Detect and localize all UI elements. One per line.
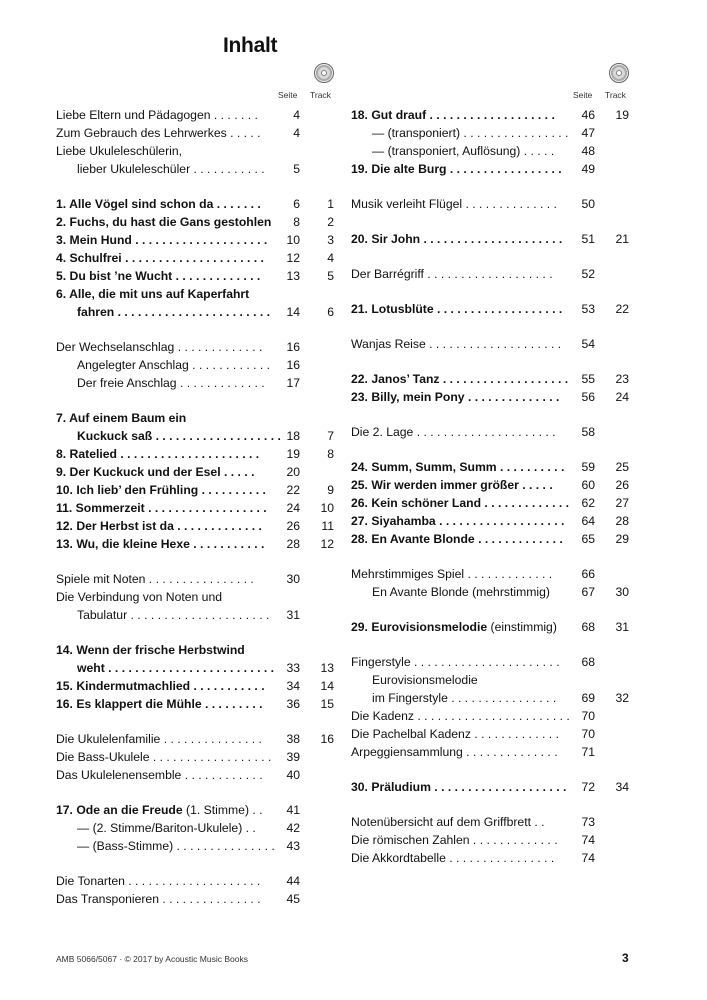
- toc-entry: [56, 801, 346, 819]
- entry-title: Notenübersicht auf dem Griffbrett . .: [351, 815, 545, 829]
- entry-title: 14. Wenn der frische Herbstwind: [56, 643, 245, 657]
- entry-page: 56: [581, 390, 595, 404]
- cd-icon: [314, 63, 334, 83]
- entry-page: 19: [286, 447, 300, 461]
- header-seite: Seite: [573, 90, 593, 100]
- toc-entry: [56, 267, 346, 285]
- entry-track: 19: [615, 108, 629, 122]
- entry-title: Arpeggiensammlung . . . . . . . . . . . . . .: [351, 745, 558, 759]
- spacer: [351, 353, 641, 370]
- entry-title: Die Kadenz . . . . . . . . . . . . . . . . . . . . . . .: [351, 709, 570, 723]
- entry-title: Die Pachelbal Kadenz . . . . . . . . . . . . .: [351, 727, 559, 741]
- entry-title: 16. Es klappert die Mühle . . . . . . . . .: [56, 697, 263, 711]
- toc-entry: [56, 445, 346, 463]
- spacer: [351, 601, 641, 618]
- entry-page: 40: [286, 768, 300, 782]
- toc-entry: [351, 743, 641, 761]
- entry-title: Das Ukulelenensemble . . . . . . . . . . . .: [56, 768, 263, 782]
- spacer: [351, 636, 641, 653]
- spacer: [56, 178, 346, 195]
- entry-title: 11. Sommerzeit . . . . . . . . . . . . . . . . . .: [56, 501, 267, 515]
- entry-track: 25: [615, 460, 629, 474]
- entry-page: 70: [581, 727, 595, 741]
- entry-track: 3: [327, 233, 334, 247]
- entry-title: Das Transponieren . . . . . . . . . . . . . . .: [56, 892, 261, 906]
- entry-track: 15: [320, 697, 334, 711]
- entry-page: 42: [286, 821, 300, 835]
- entry-track: 1: [327, 197, 334, 211]
- entry-page: 67: [581, 585, 595, 599]
- entry-page: 45: [286, 892, 300, 906]
- toc-entry: [351, 565, 641, 583]
- entry-title: 12. Der Herbst ist da . . . . . . . . . . . . .: [56, 519, 262, 533]
- entry-title: 21. Lotusblüte . . . . . . . . . . . . . . . . . . .: [351, 302, 563, 316]
- toc-entry: [56, 872, 346, 890]
- entry-page: 52: [581, 267, 595, 281]
- entry-title: 25. Wir werden immer größer . . . . .: [351, 478, 553, 492]
- toc-entry: [56, 695, 346, 713]
- toc-column-right: [351, 90, 641, 867]
- toc-entry: [56, 427, 346, 445]
- entry-title: 28. En Avante Blonde . . . . . . . . . . . . .: [351, 532, 563, 546]
- toc-entry: [351, 300, 641, 318]
- entry-page: 18: [286, 429, 300, 443]
- entry-title: Die Tonarten . . . . . . . . . . . . . . . . . . . .: [56, 874, 261, 888]
- entry-track: 11: [321, 519, 334, 533]
- toc-entry: [56, 285, 346, 303]
- entry-page: 60: [581, 478, 595, 492]
- entry-track: 27: [615, 496, 629, 510]
- entry-track: 12: [320, 537, 334, 551]
- entry-title: Die römischen Zahlen . . . . . . . . . . . . .: [351, 833, 558, 847]
- toc-entry: [56, 213, 346, 231]
- spacer: [56, 321, 346, 338]
- entry-title: fahren . . . . . . . . . . . . . . . . . . . . . . .: [77, 305, 271, 319]
- entry-track: 26: [615, 478, 629, 492]
- entry-page: 65: [581, 532, 595, 546]
- entry-page: 66: [581, 567, 595, 581]
- entry-track: 28: [615, 514, 629, 528]
- entry-title: 23. Billy, mein Pony . . . . . . . . . . . . . .: [351, 390, 560, 404]
- entry-track: 34: [615, 780, 629, 794]
- entry-title: Die Bass-Ukulele . . . . . . . . . . . . . . . . . .: [56, 750, 272, 764]
- entry-title: Wanjas Reise . . . . . . . . . . . . . . . . . . . .: [351, 337, 562, 351]
- spacer: [351, 213, 641, 230]
- toc-entry: [351, 476, 641, 494]
- toc-entry: [351, 725, 641, 743]
- entry-title: Musik verleiht Flügel . . . . . . . . . . . . . .: [351, 197, 557, 211]
- toc-entry: [56, 819, 346, 837]
- toc-entry: [56, 106, 346, 124]
- toc-entry: [351, 265, 641, 283]
- toc-entry: [351, 458, 641, 476]
- toc-entry: [56, 409, 346, 427]
- toc-entry: [56, 142, 346, 160]
- toc-entry: [351, 370, 641, 388]
- toc-entry: [56, 463, 346, 481]
- toc-entry: [351, 512, 641, 530]
- entry-page: 36: [286, 697, 300, 711]
- entry-page: 16: [286, 340, 300, 354]
- toc-entry: [351, 335, 641, 353]
- toc-entry: [351, 494, 641, 512]
- entry-title: Liebe Eltern und Pädagogen . . . . . . .: [56, 108, 258, 122]
- entry-title: Die Akkordtabelle . . . . . . . . . . . . . . . .: [351, 851, 555, 865]
- entry-title: 27. Siyahamba . . . . . . . . . . . . . . . . . . .: [351, 514, 565, 528]
- toc-entry: [351, 142, 641, 160]
- toc-entry: [351, 195, 641, 213]
- entry-title: Die 2. Lage . . . . . . . . . . . . . . . . . . . . .: [351, 425, 556, 439]
- entry-page: 64: [581, 514, 595, 528]
- entry-page: 74: [581, 851, 595, 865]
- page-number: 3: [622, 951, 629, 965]
- spacer: [56, 784, 346, 801]
- entry-page: 20: [286, 465, 300, 479]
- entry-track: 30: [615, 585, 629, 599]
- entry-title: Zum Gebrauch des Lehrwerkes . . . . .: [56, 126, 261, 140]
- entry-title: Der freie Anschlag . . . . . . . . . . . . .: [77, 376, 265, 390]
- entry-page: 73: [581, 815, 595, 829]
- entry-page: 55: [581, 372, 595, 386]
- entry-title: 8. Ratelied . . . . . . . . . . . . . . . . . . . . .: [56, 447, 260, 461]
- toc-entry: [56, 249, 346, 267]
- entry-page: 54: [581, 337, 595, 351]
- entry-title: 29. Eurovisionsmelodie (einstimmig): [351, 620, 557, 634]
- entry-track: 21: [615, 232, 629, 246]
- entry-title: Der Wechselanschlag . . . . . . . . . . . . .: [56, 340, 263, 354]
- header-track: Track: [310, 90, 331, 100]
- entry-page: 58: [581, 425, 595, 439]
- entry-title: 19. Die alte Burg . . . . . . . . . . . . . . . . .: [351, 162, 562, 176]
- toc-entry: [56, 356, 346, 374]
- entry-title: 4. Schulfrei . . . . . . . . . . . . . . . . . . . . .: [56, 251, 264, 265]
- entry-page: 12: [286, 251, 300, 265]
- entry-page: 24: [286, 501, 300, 515]
- entry-title: Kuckuck saß . . . . . . . . . . . . . . . . . . .: [77, 429, 281, 443]
- entry-page: 68: [581, 620, 595, 634]
- entry-track: 23: [615, 372, 629, 386]
- entry-title: Fingerstyle . . . . . . . . . . . . . . . . . . . . . .: [351, 655, 560, 669]
- entry-title: 15. Kindermutmachlied . . . . . . . . . . .: [56, 679, 265, 693]
- toc-entry: [351, 689, 641, 707]
- toc-entry: [56, 535, 346, 553]
- entry-page: 28: [286, 537, 300, 551]
- toc-entry: [351, 230, 641, 248]
- toc-entry: [56, 160, 346, 178]
- toc-entry: [351, 388, 641, 406]
- toc-entry: [56, 195, 346, 213]
- entry-page: 62: [581, 496, 595, 510]
- entry-title: 18. Gut drauf . . . . . . . . . . . . . . . . . . .: [351, 108, 555, 122]
- spacer: [56, 392, 346, 409]
- spacer: [56, 553, 346, 570]
- toc-entry: [56, 748, 346, 766]
- toc-entry: [351, 106, 641, 124]
- spacer: [56, 624, 346, 641]
- entry-page: 6: [293, 197, 300, 211]
- toc-entry: [56, 303, 346, 321]
- entry-page: 48: [581, 144, 595, 158]
- toc-entry: [56, 374, 346, 392]
- toc-entry: [56, 677, 346, 695]
- toc-entry: [56, 231, 346, 249]
- toc-entry: [351, 778, 641, 796]
- toc-entry: [56, 890, 346, 908]
- toc-entry: [351, 583, 641, 601]
- entry-track: 9: [327, 483, 334, 497]
- entry-page: 49: [581, 162, 595, 176]
- entry-page: 50: [581, 197, 595, 211]
- toc-entry: [56, 730, 346, 748]
- header-track: Track: [605, 90, 626, 100]
- toc-entry: [351, 653, 641, 671]
- entry-page: 70: [581, 709, 595, 723]
- cd-icon: [609, 63, 629, 83]
- column-header: [351, 90, 641, 106]
- toc-entry: [56, 570, 346, 588]
- spacer: [351, 441, 641, 458]
- toc-entry: [56, 641, 346, 659]
- entry-page: 44: [286, 874, 300, 888]
- entry-page: 51: [581, 232, 595, 246]
- toc-entry: [56, 659, 346, 677]
- entry-page: 31: [286, 608, 300, 622]
- entry-track: 32: [615, 691, 629, 705]
- entry-title: — (transponiert, Auflösung) . . . . .: [372, 144, 555, 158]
- column-header: [56, 90, 346, 106]
- toc-entry: [351, 849, 641, 867]
- entry-track: 13: [320, 661, 334, 675]
- toc-entry: [56, 837, 346, 855]
- toc-entry: [56, 481, 346, 499]
- entry-title: Liebe Ukuleleschülerin,: [56, 144, 183, 158]
- entry-track: 6: [327, 305, 334, 319]
- spacer: [351, 406, 641, 423]
- spacer: [351, 796, 641, 813]
- entry-title: — (Bass-Stimme) . . . . . . . . . . . . . . .: [77, 839, 275, 853]
- entry-page: 16: [286, 358, 300, 372]
- toc-entry: [56, 338, 346, 356]
- entry-title: 5. Du bist ’ne Wucht . . . . . . . . . . . . .: [56, 269, 261, 283]
- entry-title: Der Barrégriff . . . . . . . . . . . . . . . . . . .: [351, 267, 553, 281]
- entry-page: 72: [581, 780, 595, 794]
- entry-title: 26. Kein schöner Land . . . . . . . . . . . . .: [351, 496, 570, 510]
- entry-page: 47: [581, 126, 595, 140]
- entry-track: 16: [320, 732, 334, 746]
- toc-entry: [351, 707, 641, 725]
- toc-entry: [351, 671, 641, 689]
- spacer: [56, 713, 346, 730]
- spacer: [351, 548, 641, 565]
- entry-page: 39: [286, 750, 300, 764]
- entry-page: 8: [293, 215, 300, 229]
- entry-title: 17. Ode an die Freude (1. Stimme) . .: [56, 803, 263, 817]
- toc-entry: [351, 423, 641, 441]
- entry-track: 8: [327, 447, 334, 461]
- toc-entry: [56, 517, 346, 535]
- toc-entry: [351, 530, 641, 548]
- entry-page: 33: [286, 661, 300, 675]
- entry-title: Die Verbindung von Noten und: [56, 590, 223, 604]
- page-title: Inhalt: [223, 34, 278, 57]
- toc-entry: [351, 813, 641, 831]
- entry-page: 59: [581, 460, 595, 474]
- entry-title: 30. Präludium . . . . . . . . . . . . . . . . . . . .: [351, 780, 567, 794]
- toc-entry: [56, 588, 346, 606]
- entry-track: 10: [320, 501, 334, 515]
- entry-title: lieber Ukuleleschüler . . . . . . . . . . .: [77, 162, 265, 176]
- entry-page: 38: [286, 732, 300, 746]
- entry-page: 46: [581, 108, 595, 122]
- spacer: [351, 318, 641, 335]
- spacer: [351, 283, 641, 300]
- entry-page: 4: [293, 108, 300, 122]
- entry-title: Mehrstimmiges Spiel . . . . . . . . . . . . .: [351, 567, 553, 581]
- entry-title: — (transponiert) . . . . . . . . . . . . . . . .: [372, 126, 569, 140]
- entry-track: 5: [327, 269, 334, 283]
- entry-title: 13. Wu, die kleine Hexe . . . . . . . . . . .: [56, 537, 265, 551]
- entry-page: 68: [581, 655, 595, 669]
- footer-copyright: AMB 5066/5067 · © 2017 by Acoustic Music Books: [56, 954, 248, 964]
- spacer: [351, 178, 641, 195]
- toc-entry: [56, 124, 346, 142]
- entry-title: 3. Mein Hund . . . . . . . . . . . . . . . . . . . .: [56, 233, 268, 247]
- toc-entry: [351, 160, 641, 178]
- spacer: [351, 761, 641, 778]
- entry-title: im Fingerstyle . . . . . . . . . . . . . . . .: [372, 691, 557, 705]
- entry-page: 53: [581, 302, 595, 316]
- spacer: [56, 855, 346, 872]
- entry-title: 1. Alle Vögel sind schon da . . . . . . .: [56, 197, 261, 211]
- entry-track: 22: [615, 302, 629, 316]
- entry-track: 4: [327, 251, 334, 265]
- entry-page: 41: [286, 803, 300, 817]
- entry-title: 10. Ich lieb’ den Frühling . . . . . . . . . .: [56, 483, 266, 497]
- entry-track: 29: [615, 532, 629, 546]
- entry-page: 26: [286, 519, 300, 533]
- entry-title: Spiele mit Noten . . . . . . . . . . . . . . . .: [56, 572, 254, 586]
- entry-page: 14: [286, 305, 300, 319]
- entry-title: — (2. Stimme/Bariton-Ukulele) . .: [77, 821, 256, 835]
- entry-title: Die Ukulelenfamilie . . . . . . . . . . . . . . .: [56, 732, 262, 746]
- entry-track: 2: [327, 215, 334, 229]
- spacer: [351, 248, 641, 265]
- entry-title: 6. Alle, die mit uns auf Kaperfahrt: [56, 287, 250, 301]
- entry-page: 17: [286, 376, 300, 390]
- toc-entry: [56, 766, 346, 784]
- entry-page: 10: [286, 233, 300, 247]
- header-seite: Seite: [278, 90, 298, 100]
- entry-page: 22: [286, 483, 300, 497]
- entry-title: 9. Der Kuckuck und der Esel . . . . .: [56, 465, 255, 479]
- entry-track: 31: [615, 620, 629, 634]
- toc-entry: [351, 831, 641, 849]
- entry-page: 43: [286, 839, 300, 853]
- entry-title: 24. Summ, Summ, Summ . . . . . . . . . .: [351, 460, 565, 474]
- toc-entry: [351, 124, 641, 142]
- entry-track: 7: [327, 429, 334, 443]
- entry-page: 74: [581, 833, 595, 847]
- entry-title: Eurovisionsmelodie: [372, 673, 478, 687]
- entry-title: En Avante Blonde (mehrstimmig): [372, 585, 550, 599]
- entry-page: 4: [293, 126, 300, 140]
- entry-page: 69: [581, 691, 595, 705]
- entry-page: 30: [286, 572, 300, 586]
- entry-page: 71: [581, 745, 595, 759]
- entry-title: 22. Janos’ Tanz . . . . . . . . . . . . . . . . . . .: [351, 372, 569, 386]
- toc-column-left: [56, 90, 346, 908]
- entry-title: weht . . . . . . . . . . . . . . . . . . . . . . . . .: [77, 661, 275, 675]
- entry-title: 20. Sir John . . . . . . . . . . . . . . . . . . . . .: [351, 232, 563, 246]
- entry-page: 5: [293, 162, 300, 176]
- toc-entry: [351, 618, 641, 636]
- entry-title: Tabulatur . . . . . . . . . . . . . . . . . . . . .: [77, 608, 270, 622]
- entry-page: 13: [286, 269, 300, 283]
- entry-page: 34: [286, 679, 300, 693]
- toc-entry: [56, 499, 346, 517]
- entry-title: 7. Auf einem Baum ein: [56, 411, 187, 425]
- toc-entry: [56, 606, 346, 624]
- entry-title: Angelegter Anschlag . . . . . . . . . . . .: [77, 358, 271, 372]
- entry-track: 14: [320, 679, 334, 693]
- entry-track: 24: [615, 390, 629, 404]
- entry-title: 2. Fuchs, du hast die Gans gestohlen: [56, 215, 272, 229]
